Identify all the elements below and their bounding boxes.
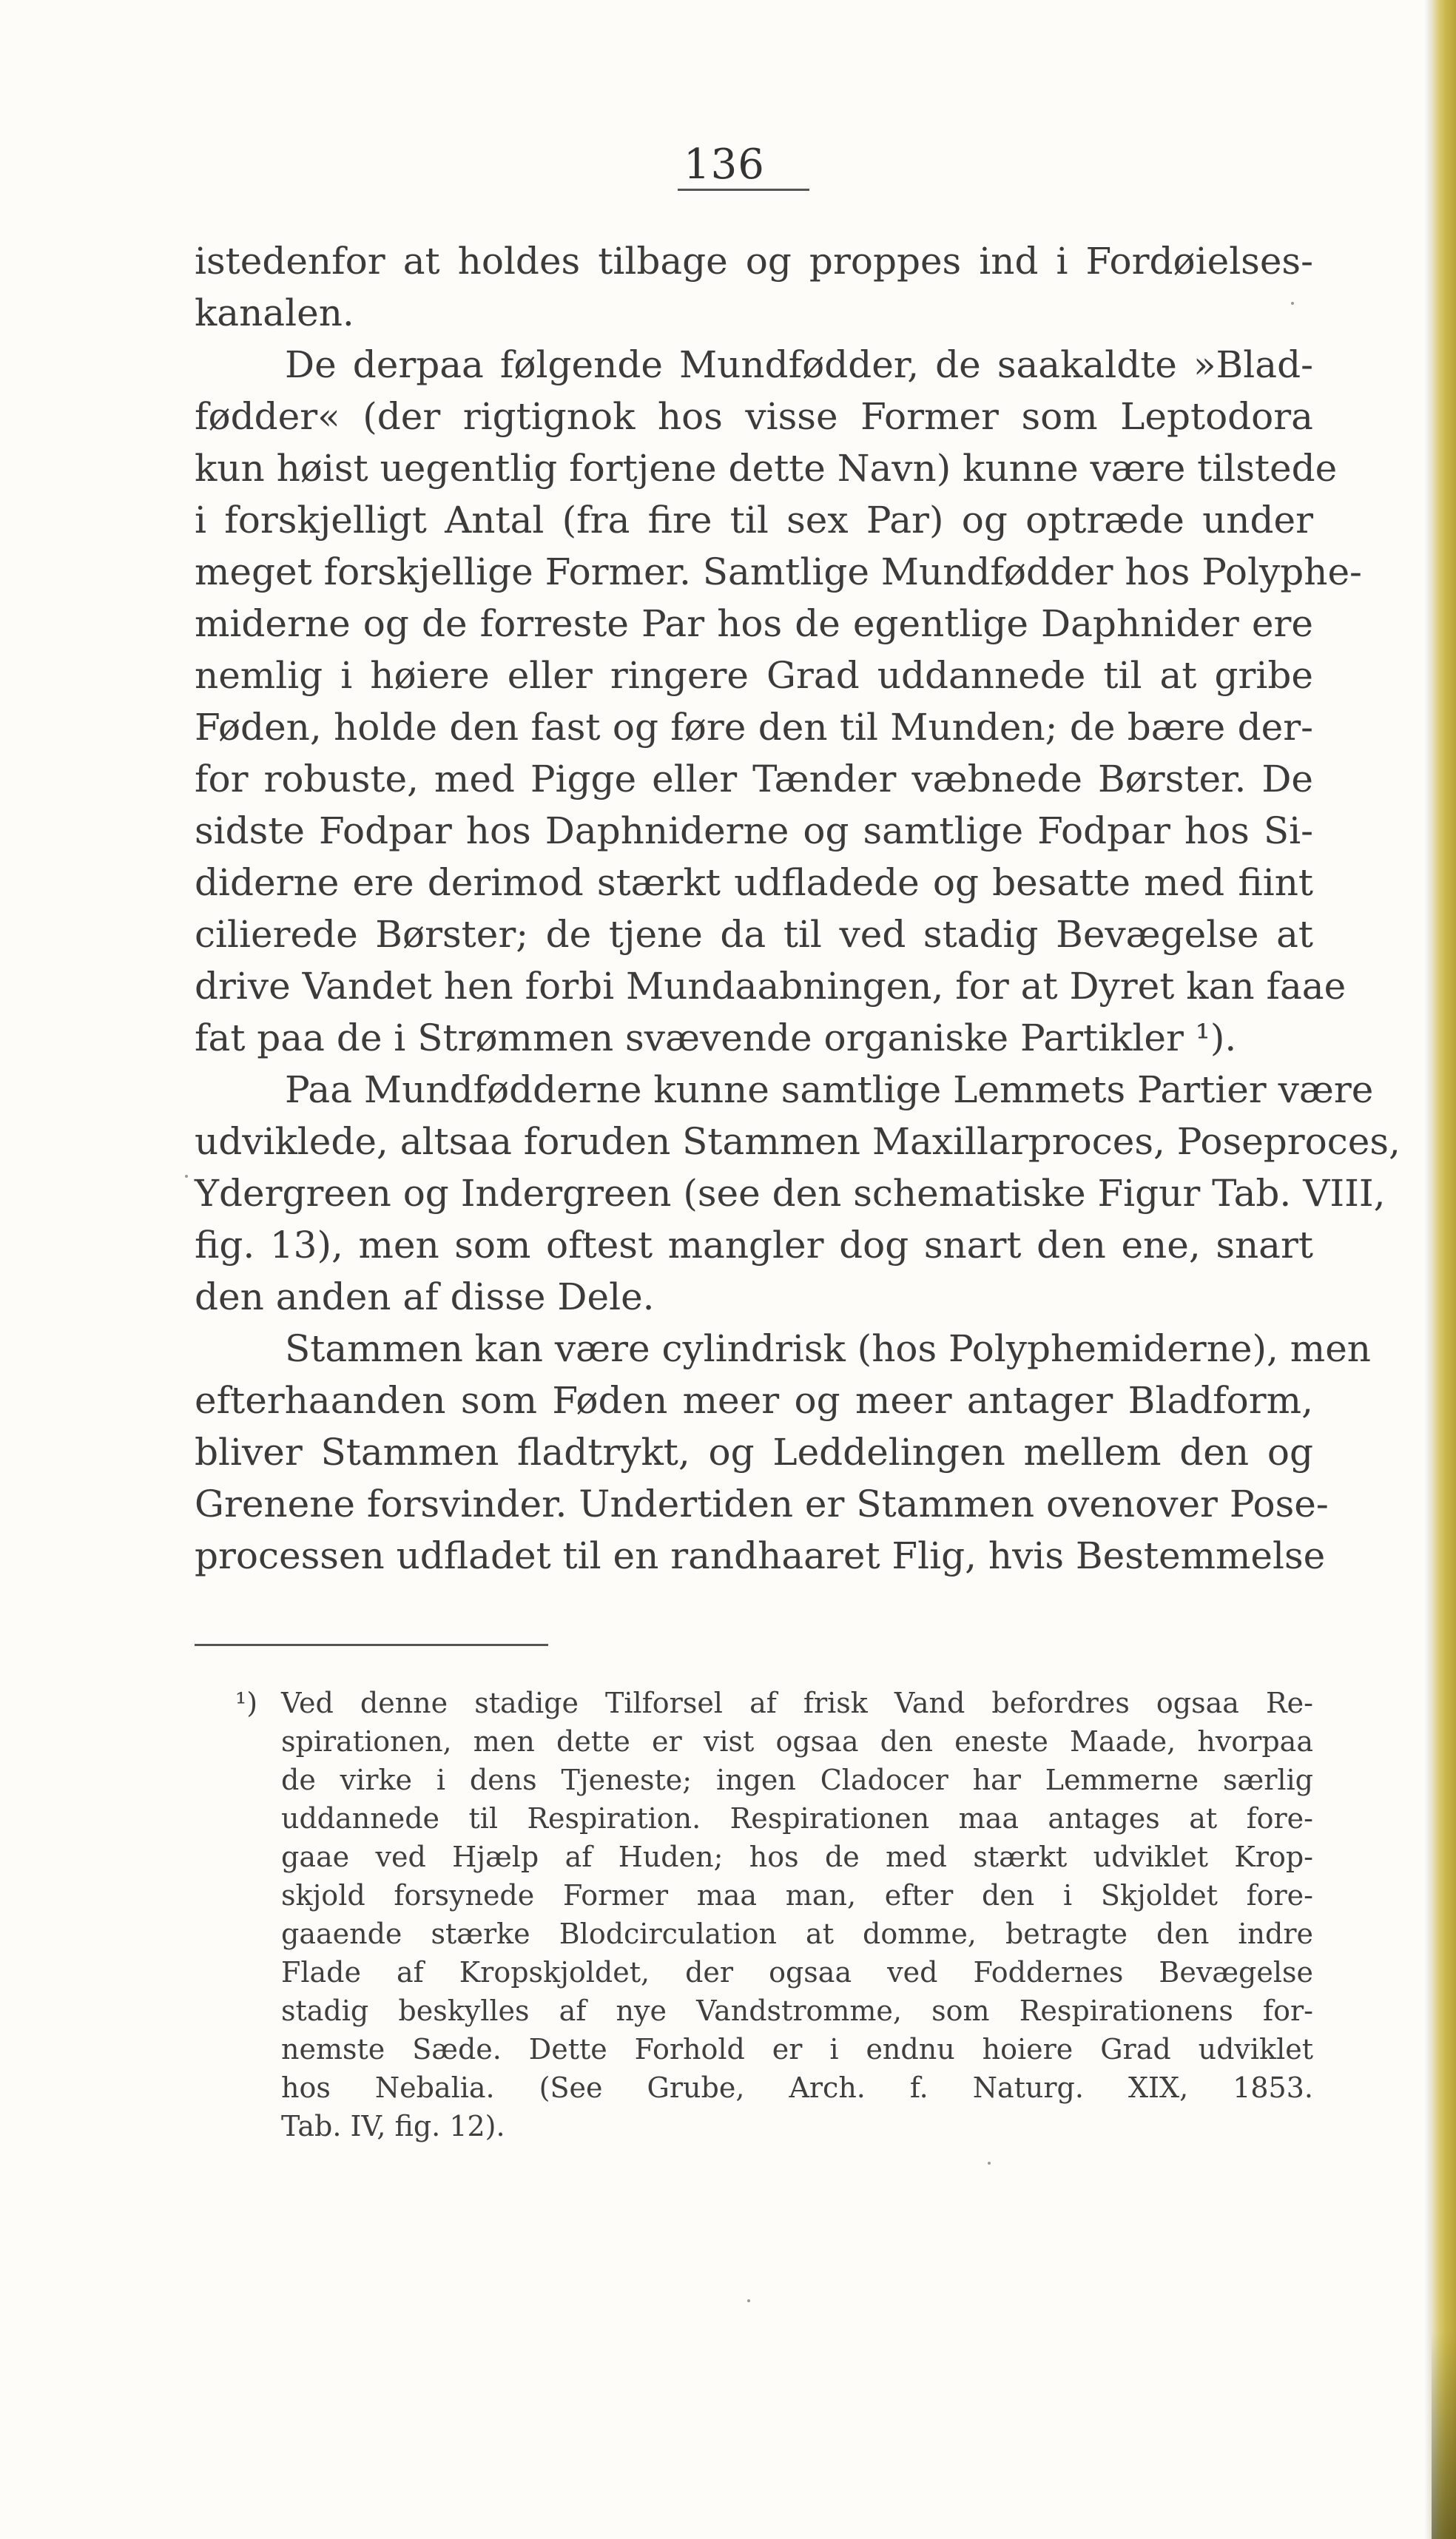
body-line: Paa Mundfødderne kunne samtlige Lemmets Partier være [285,1068,1374,1111]
body-line: fig. 13), men som oftest mangler dog snart den ene, snart [195,1224,1313,1267]
page-edge [1432,0,1456,2539]
body-line: istedenfor at holdes tilbage og proppes ind i Fordøielses- [195,240,1313,283]
body-line: nemlig i høiere eller ringere Grad uddannede til at gribe [195,654,1313,697]
body-line: processen udfladet til en randhaaret Flig, hvis Bestemmelse [195,1534,1326,1577]
footnote-line: nemste Sæde. Dette Forhold er i endnu hoiere Grad udviklet [281,2033,1313,2066]
body-line: cilierede Børster; de tjene da til ved stadig Bevægelse at [195,913,1313,956]
body-line: miderne og de forreste Par hos de egentlige Daphnider ere [195,602,1313,645]
body-line: sidste Fodpar hos Daphniderne og samtlige Fodpar hos Si- [195,809,1313,852]
page-edge-shadow-bottom [1432,2332,1456,2539]
footnote-line: hos Nebalia. (See Grube, Arch. f. Naturg. XIX, 1853. [281,2071,1313,2104]
footnote-line: uddannede til Respiration. Respirationen maa antages at fore- [281,1802,1313,1835]
body-line: fødder« (der rigtignok hos visse Former som Leptodora [195,395,1313,438]
body-line: meget forskjellige Former. Samtlige Mundfødder hos Polyphe- [195,550,1362,593]
body-line: Ydergreen og Indergreen (see den schematiske Figur Tab. VIII, [195,1172,1386,1215]
footnote-line: stadig beskylles af nye Vandstromme, som Respirationens for- [281,1995,1313,2027]
body-line: kun høist uegentlig fortjene dette Navn) kunne være tilstede [195,447,1338,490]
page-number-rule [678,189,809,191]
paper-speck [747,2299,750,2302]
body-line: fat paa de i Strømmen svævende organiske Partikler ¹). [195,1016,1237,1059]
page-edge-shadow [1424,0,1432,2539]
paper-speck [988,2162,991,2165]
footnote-line: skjold forsynede Former maa man, efter den i Skjoldet fore- [281,1879,1313,1912]
body-line: bliver Stammen fladtrykt, og Leddelingen mellem den og [195,1431,1313,1474]
footnote-line: de virke i dens Tjeneste; ingen Cladocer har Lemmerne særlig [281,1764,1313,1796]
paper-speck [1291,302,1294,305]
footnote-line: gaae ved Hjælp af Huden; hos de med stærkt udviklet Krop- [281,1841,1313,1873]
footnote-rule [195,1644,548,1646]
footnote-line: Tab. IV, fig. 12). [281,2110,505,2142]
body-line: Stammen kan være cylindrisk (hos Polyphemiderne), men [285,1327,1371,1370]
body-line: for robuste, med Pigge eller Tænder væbnede Børster. De [195,758,1313,800]
footnote-line: gaaende stærke Blodcirculation at domme, betragte den indre [281,1918,1313,1950]
body-line: diderne ere derimod stærkt udfladede og besatte med fiint [195,861,1313,904]
paper-speck [185,1175,188,1178]
footnote-line: Flade af Kropskjoldet, der ogsaa ved Foddernes Bevægelse [281,1956,1313,1989]
body-line: efterhaanden som Føden meer og meer antager Bladform, [195,1379,1313,1422]
body-line: Føden, holde den fast og føre den til Munden; de bære der- [195,706,1313,749]
body-line: De derpaa følgende Mundfødder, de saakaldte »Blad- [285,343,1313,386]
body-line: Grenene forsvinder. Undertiden er Stammen ovenover Pose- [195,1483,1329,1525]
body-line: den anden af disse Dele. [195,1275,655,1318]
footnote-line: Ved denne stadige Tilforsel af frisk Vand befordres ogsaa Re- [281,1687,1313,1719]
body-line: udviklede, altsaa foruden Stammen Maxillarproces, Poseproces, [195,1120,1401,1163]
page-number: 136 [684,141,765,189]
footnote-marker: ¹) [235,1687,258,1719]
body-line: kanalen. [195,291,354,334]
footnote-line: spirationen, men dette er vist ogsaa den eneste Maade, hvorpaa [281,1725,1313,1758]
body-line: drive Vandet hen forbi Mundaabningen, for at Dyret kan faae [195,965,1347,1008]
body-line: i forskjelligt Antal (fra fire til sex Par) og optræde under [195,499,1313,542]
